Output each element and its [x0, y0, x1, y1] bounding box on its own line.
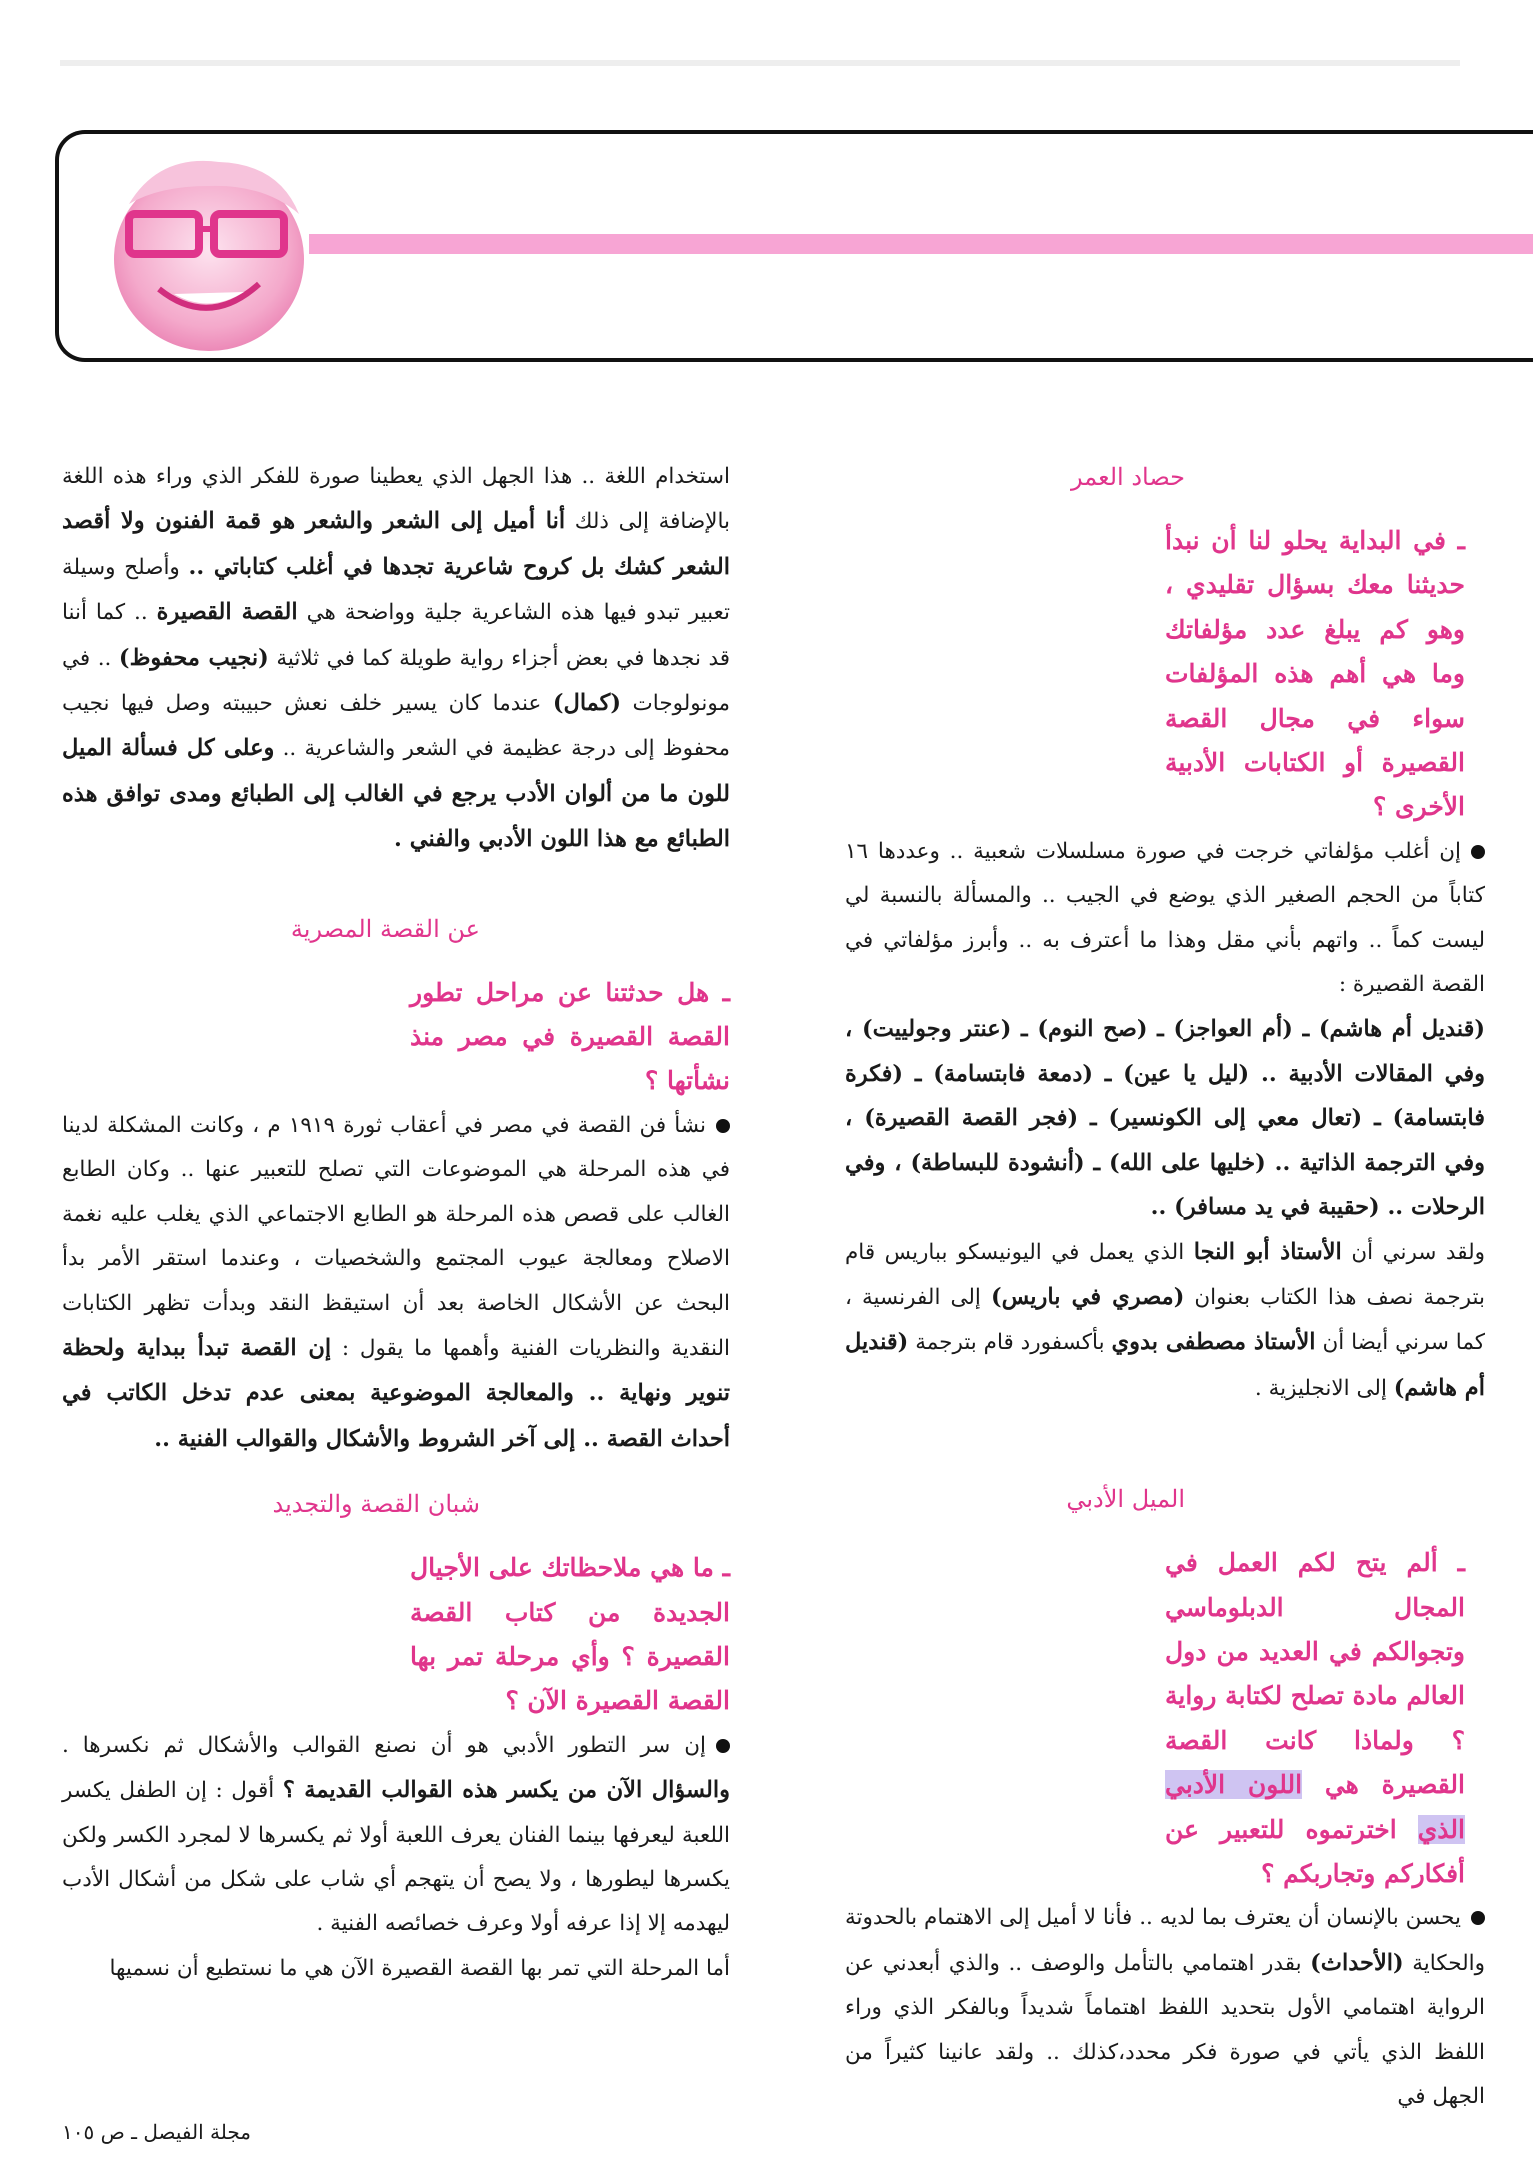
- text-span: أقول : إن الطفل يكسر اللعبة ليعرفها بينما الفنان يعرف اللعبة أولا ثم يكسرها لا لمجرد الكسر ولكن يكسرها ليطورها ، ولا يصح أن يتهجم أي شاب على شكل من أشكال الأدب ليهدمه إلا إذا عرفه أولا وعرف خصائصه الفنية .: [62, 1778, 730, 1937]
- pink-accent-bar: [309, 234, 1533, 254]
- question-2: [1165, 1541, 1465, 1896]
- text-span: .. في مونولوجات: [62, 645, 730, 717]
- translation-paragraph: [845, 1230, 1485, 1412]
- answer-3-paragraph: [62, 1104, 730, 1462]
- question-3: ـ هل حدثتنا عن مراحل تطور القصة القصيرة في مصر منذ نشأتها ؟: [410, 977, 730, 1096]
- bullet-icon: [716, 1119, 730, 1133]
- text-span: .. كما أننا قد نجدها في بعض أجزاء رواية طويلة كما في ثلاثية: [62, 600, 731, 671]
- question-4: ـ ما هي ملاحظاتك على الأجيال الجديدة من كتاب القصة القصيرة ؟ وأي مرحلة تمر بها القصة القصيرة الآن ؟: [410, 1553, 730, 1716]
- text-span: استخدام اللغة .. هذا الجهل الذي يعطينا صورة للفكر الذي وراء هذه اللغة بالإضافة إلى ذلك: [62, 464, 730, 535]
- bold-span: الأستاذ أبو النجا: [1193, 1238, 1342, 1265]
- text-span: إن سر التطور الأدبي هو أن نصنع القوالب والأشكال ثم نكسرها .: [62, 1732, 706, 1758]
- bold-span: إن القصة تبدأ ببداية ولحظة تنوير ونهاية .. والمعالجة الموضوعية بمعنى عدم تدخل الكاتب في أحداث القصة .. إلى آخر الشروط والأشكال والقوالب الفنية ..: [62, 1334, 730, 1452]
- text-span: ولقد سرني أن: [1351, 1239, 1486, 1265]
- section-title: الميل الأدبي: [1066, 1485, 1185, 1514]
- text-span: وأصلح وسيلة تعبير تبدو فيها هذه الشاعرية جلية وواضحة هي: [62, 554, 730, 626]
- text-span: يحسن بالإنسان أن يعترف بما لديه .. فأنا لا أميل إلى الاهتمام بالحدوتة والحكاية: [845, 1905, 1485, 1976]
- bullet-icon: [1471, 1911, 1485, 1925]
- bullet-icon: [716, 1739, 730, 1753]
- answer-2-paragraph: [845, 1896, 1485, 2119]
- bold-span: والسؤال الآن من يكسر هذه القوالب القديمة ؟: [282, 1777, 730, 1804]
- bold-span: (قنديل أم هاشم): [845, 1329, 1485, 1401]
- answer-1-paragraph: [845, 830, 1485, 1008]
- author-portrait: [89, 144, 329, 359]
- answer-4-paragraph: [62, 1724, 730, 1947]
- bold-span: الأستاذ مصطفى بدوي: [1111, 1329, 1316, 1356]
- bold-span: (نجيب محفوظ): [118, 644, 269, 671]
- bullet-icon: [1471, 845, 1485, 859]
- text-span: إلى الانجليزية .: [1254, 1375, 1387, 1401]
- text-span: عندما كان يسير خلف نعش حبيبته وصل فيها نجيب محفوظ إلى درجة عظيمة في الشعر والشاعرية ..: [62, 691, 731, 762]
- bold-span: وعلى كل فسألة الميل للون ما من ألوان الأدب يرجع في الغالب إلى الطبائع ومدى توافق هذه الطبائع مع هذا اللون الأدبي والفني .: [62, 735, 730, 853]
- question-1: ـ في البداية يحلو لنا أن نبدأ حديثنا معك بسؤال تقليدي ، وهو كم يبلغ عدد مؤلفاتك وما هي أهم هذه المؤلفات سواء في مجال القصة القصيرة أو الكتابات الأدبية الأخرى ؟: [1165, 526, 1465, 822]
- bold-span: أنا أميل إلى الشعر والشعر هو قمة الفنون ولا أقصد الشعر كشك بل كروح شاعرية تجدها في أغلب كتاباتي ..: [62, 508, 730, 580]
- bold-span: (كمال): [552, 690, 622, 717]
- page-footer: مجلة الفيصل ـ ص ١٠٥: [62, 2120, 251, 2144]
- top-rule: [60, 60, 1460, 66]
- text-span: الذي يعمل في اليونيسكو بباريس قام بترجمة نصف هذا الكتاب بعنوان: [845, 1239, 1485, 1310]
- bold-span: القصة القصيرة: [156, 599, 298, 626]
- text-span: إلى الفرنسية ، كما سرني أيضا أن: [845, 1284, 1485, 1356]
- text-span: بقدر اهتمامي بالتأمل والوصف .. والذي أبعدني عن الرواية اهتمامي الأول بتحديد اللفظ اهتماماً شديداً وبالفكر الذي وراء اللفظ الذي يأتي في صورة فكر محدد،كذلك .. ولقد عانينا كثيراً من الجهل في: [845, 1950, 1485, 2109]
- section-title: عن القصة المصرية: [290, 914, 480, 943]
- bold-span: (مصري في باريس): [990, 1283, 1185, 1310]
- text-span: ـ ألم يتح لكم العمل في المجال الدبلوماسي وتجوالكم في العديد من دول العالم مادة تصلح لكتابة رواية ؟ ولماذا كانت القصة القصيرة هي: [1165, 1548, 1465, 1800]
- left-column: [62, 455, 730, 2098]
- section-title: حصاد العمر: [1071, 463, 1185, 491]
- text-span: اخترتموه للتعبير عن أفكاركم وتجاربكم ؟: [1165, 1814, 1465, 1888]
- text-span: نشأ فن القصة في مصر في أعقاب ثورة ١٩١٩ م ، وكانت المشكلة لدينا في هذه المرحلة هي الموضوعات التي تصلح للتعبير عنها .. وكان الطابع الغالب على قصص هذه المرحلة هو الطابع الاجتماعي الذي يغلب عليه نغمة الاصلاح ومعالجة عيوب المجتمع والشخصيات ، وعندما استقر الأمر بدأ البحث عن الأشكال الخاصة بعد أن استيقظ النقد وبدأت تظهر الكتابات النقدية والنظريات الفنية وأهمها ما يقول :: [62, 1112, 730, 1361]
- highlighted-text: اللون الأدبي الذي: [1165, 1770, 1465, 1844]
- bold-span: (الأحداث): [1310, 1949, 1404, 1976]
- text-span: بأكسفورد قام بترجمة: [915, 1330, 1105, 1356]
- closing-paragraph: أما المرحلة التي تمر بها القصة القصيرة الآن هي ما نستطيع أن نسميها: [109, 1955, 730, 1981]
- answer-text: إن أغلب مؤلفاتي خرجت في صورة مسلسلات شعبية .. وعددها ١٦ كتاباً من الحجم الصغير الذي يوضع في الجيب .. والمسألة بالنسبة لي ليست كماً .. واتهم بأني مقل وهذا ما أعترف به .. وأبرز مؤلفاتي في القصة القصيرة :: [845, 838, 1485, 998]
- article-header-banner: [55, 130, 1533, 362]
- right-column: [845, 455, 1486, 2109]
- continuation-paragraph: [62, 455, 730, 863]
- works-list: (قنديل أم هاشم) ـ (أم العواجز) ـ (صح النوم) ـ (عنتر وجولييت) ، وفي المقالات الأدبية .. (ليل يا عين) ـ (دمعة فابتسامة) ـ (فكرة فابتسامة) ـ (تعال معي إلى الكونسير) ـ (فجر القصة القصيرة) ، وفي الترجمة الذاتية .. (خليها على الله) ـ (أنشودة للبساطة) ، وفي الرحلات .. (حقيبة في يد مسافر) ..: [845, 1016, 1485, 1221]
- section-title: شبان القصة والتجديد: [272, 1490, 480, 1519]
